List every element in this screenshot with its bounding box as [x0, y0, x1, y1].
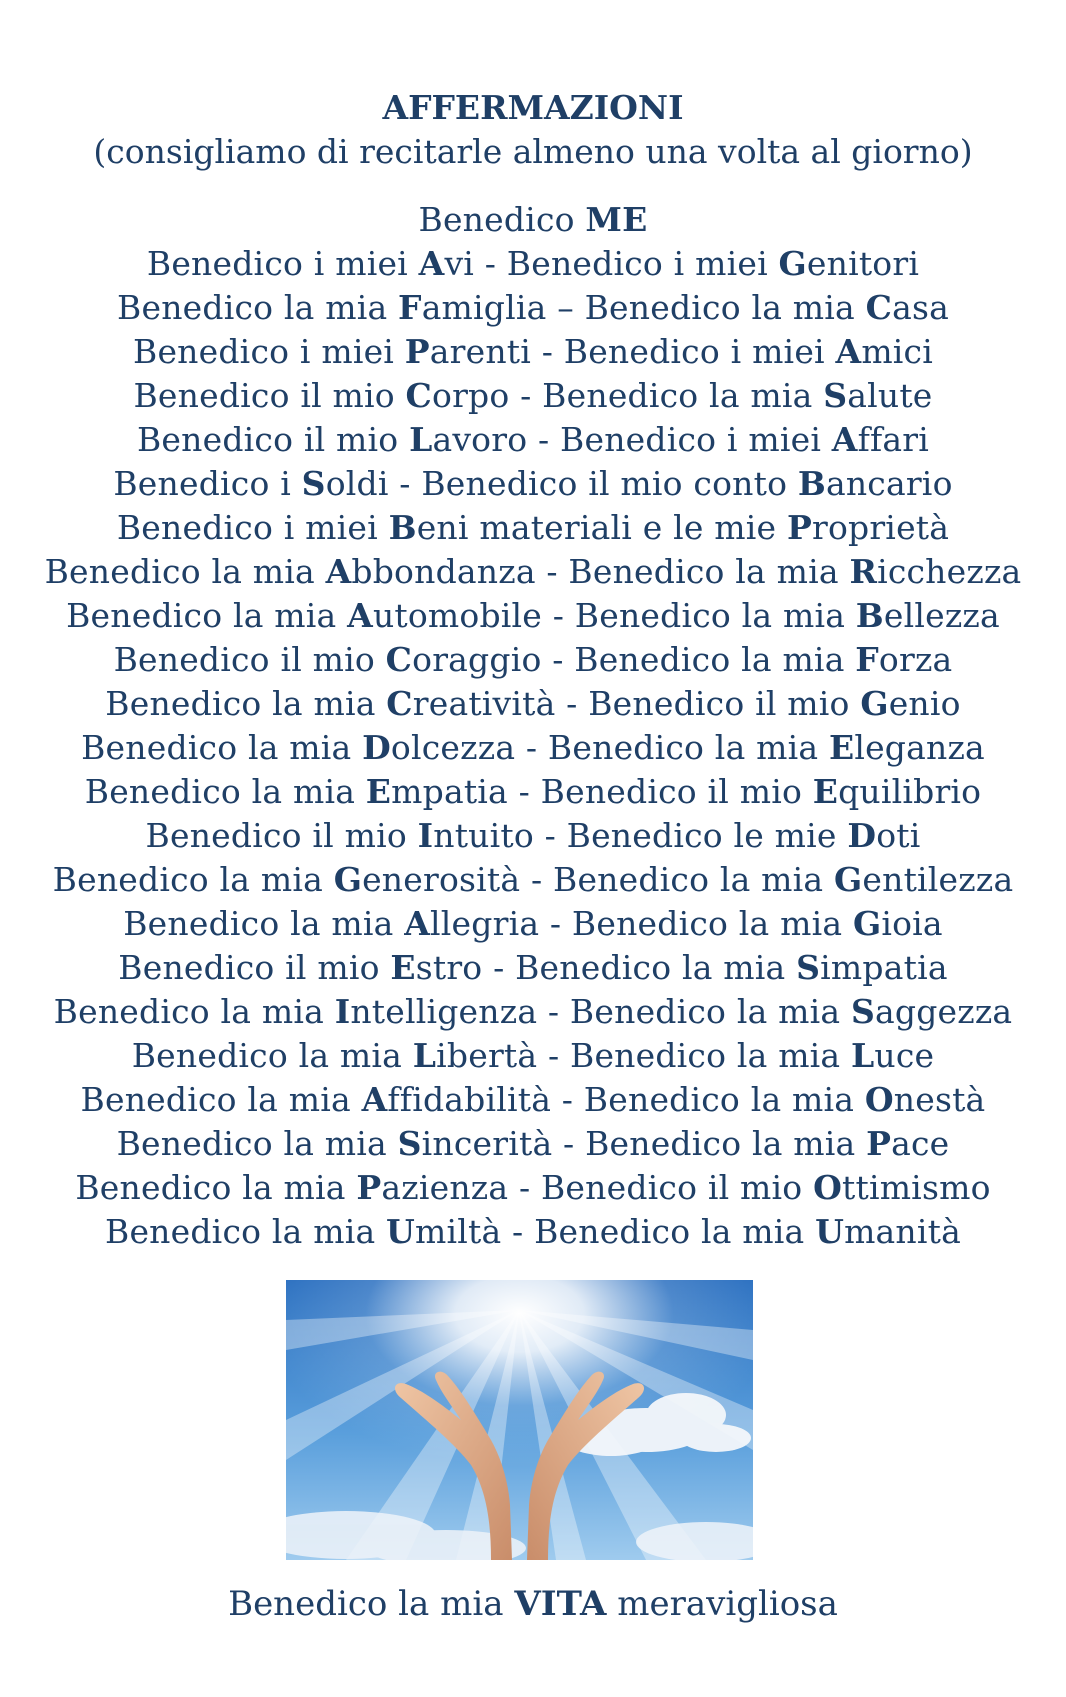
emphasis-text: E: [390, 948, 416, 987]
line-text: Benedico la mia: [66, 596, 348, 635]
line-text: Benedico la mia: [117, 288, 399, 327]
line-text: Benedico il mio: [136, 420, 410, 459]
affirmation-line: [0, 726, 1066, 770]
line-text: utomobile - Benedico la mia: [372, 596, 856, 635]
affirmation-line: [0, 330, 1066, 374]
affirmation-line: [0, 1034, 1066, 1078]
line-text: ntelligenza - Benedico la mia: [350, 992, 851, 1031]
line-text: ioia: [881, 904, 943, 943]
line-text: Benedico la mia: [105, 684, 387, 723]
line-text: entilezza: [862, 860, 1014, 899]
emphasis-text: A: [831, 420, 858, 459]
line-text: Benedico la mia: [105, 1212, 387, 1251]
line-text: azienza - Benedico il mio: [381, 1168, 814, 1207]
line-text: Benedico la mia: [75, 1168, 357, 1207]
emphasis-text: P: [356, 1168, 382, 1207]
emphasis-text: B: [388, 508, 417, 547]
affirmation-line: [0, 946, 1066, 990]
line-text: arenti - Benedico i miei: [429, 332, 836, 371]
emphasis-text: C: [405, 376, 433, 415]
emphasis-text: S: [796, 948, 821, 987]
line-text: ibertà - Benedico la mia: [436, 1036, 851, 1075]
line-text: reatività - Benedico il mio: [412, 684, 861, 723]
line-text: orpo - Benedico la mia: [432, 376, 824, 415]
line-text: amiglia – Benedico la mia: [421, 288, 866, 327]
line-text: leganza: [854, 728, 985, 767]
line-text: uce: [874, 1036, 935, 1075]
line-text: nestà: [893, 1080, 986, 1119]
line-text: Benedico la mia: [80, 1080, 362, 1119]
affirmation-line: [0, 1210, 1066, 1254]
line-text: Benedico il mio: [118, 948, 391, 987]
line-text: Benedico il mio: [113, 640, 386, 679]
affirmation-line: [0, 506, 1066, 550]
line-text: Benedico la mia: [52, 860, 334, 899]
line-text: stro - Benedico la mia: [415, 948, 797, 987]
line-text: enio: [888, 684, 961, 723]
affirmation-line: [0, 682, 1066, 726]
page-subtitle: (consigliamo di recitarle almeno una volta al giorno): [93, 132, 973, 171]
emphasis-text: B: [855, 596, 884, 635]
emphasis-text: G: [333, 860, 363, 899]
affirmation-line: [0, 638, 1066, 682]
emphasis-text: O: [813, 1168, 843, 1207]
line-text: oti: [876, 816, 921, 855]
page-title: AFFERMAZIONI: [382, 88, 684, 127]
emphasis-text: U: [386, 1212, 415, 1251]
emphasis-text: A: [325, 552, 352, 591]
emphasis-text: S: [823, 376, 848, 415]
line-text: ffari: [857, 420, 930, 459]
affirmation-line: [0, 770, 1066, 814]
open-hands-sky-icon: [286, 1280, 753, 1560]
line-text: enerosità - Benedico la mia: [362, 860, 834, 899]
emphasis-text: C: [385, 640, 413, 679]
affirmation-line: [0, 1078, 1066, 1122]
line-text: vi - Benedico i miei: [444, 244, 779, 283]
emphasis-text: A: [347, 596, 373, 635]
emphasis-text: C: [865, 288, 893, 327]
emphasis-text: O: [864, 1080, 894, 1119]
emphasis-text: L: [412, 1036, 437, 1075]
emphasis-text: ME: [585, 200, 648, 239]
line-text: Benedico il mio: [145, 816, 418, 855]
line-text: Benedico la mia: [84, 772, 366, 811]
line-text: ace: [891, 1124, 950, 1163]
emphasis-text: S: [397, 1124, 422, 1163]
emphasis-text: C: [386, 684, 413, 723]
emphasis-text: G: [852, 904, 882, 943]
affirmation-line: [0, 814, 1066, 858]
line-text: Benedico la mia: [116, 1124, 398, 1163]
emphasis-text: I: [334, 992, 351, 1031]
line-text: Benedico la mia: [44, 552, 326, 591]
line-text: mpatia - Benedico il mio: [391, 772, 813, 811]
line-text: roprietà: [811, 508, 950, 547]
line-text: icchezza: [877, 552, 1022, 591]
line-text: Benedico il mio: [133, 376, 406, 415]
line-text: Benedico la mia: [228, 1584, 515, 1624]
emphasis-text: P: [404, 332, 430, 371]
emphasis-text: A: [418, 244, 445, 283]
emphasis-text: F: [398, 288, 422, 327]
line-text: Benedico i: [113, 464, 302, 503]
line-text: miltà - Benedico la mia: [415, 1212, 816, 1251]
emphasis-text: R: [849, 552, 878, 591]
line-text: mici: [861, 332, 933, 371]
line-text: Benedico la mia: [131, 1036, 413, 1075]
closing-affirmation: [0, 1582, 1066, 1626]
line-text: ancario: [825, 464, 953, 503]
line-text: oraggio - Benedico la mia: [412, 640, 856, 679]
emphasis-text: P: [866, 1124, 892, 1163]
line-text: Benedico la mia: [53, 992, 335, 1031]
line-text: asa: [892, 288, 949, 327]
emphasis-text: A: [835, 332, 862, 371]
emphasis-text: E: [365, 772, 392, 811]
emphasis-text: VITA: [514, 1584, 607, 1624]
open-hands-sky-image: [286, 1280, 753, 1560]
affirmation-line: [0, 418, 1066, 462]
emphasis-text: G: [834, 860, 863, 899]
emphasis-text: E: [828, 728, 855, 767]
affirmation-line: [0, 1166, 1066, 1210]
emphasis-text: A: [361, 1080, 388, 1119]
emphasis-text: S: [850, 992, 875, 1031]
line-text: Benedico i miei: [146, 244, 419, 283]
line-text: orza: [878, 640, 953, 679]
affirmation-line: [0, 286, 1066, 330]
affirmation-line: [0, 858, 1066, 902]
emphasis-text: L: [851, 1036, 875, 1075]
affirmation-line: [0, 462, 1066, 506]
emphasis-text: S: [301, 464, 326, 503]
emphasis-text: G: [860, 684, 889, 723]
emphasis-text: I: [417, 816, 434, 855]
affirmation-line: [0, 374, 1066, 418]
affirmation-list: [0, 198, 1066, 1254]
emphasis-text: B: [797, 464, 826, 503]
line-text: avoro - Benedico i miei: [432, 420, 832, 459]
emphasis-text: U: [815, 1212, 845, 1251]
line-text: olcezza - Benedico la mia: [390, 728, 829, 767]
line-text: ttimismo: [842, 1168, 991, 1207]
emphasis-text: F: [855, 640, 879, 679]
line-text: Benedico la mia: [123, 904, 405, 943]
emphasis-text: E: [812, 772, 839, 811]
emphasis-text: G: [778, 244, 807, 283]
line-text: quilibrio: [838, 772, 982, 811]
affirmation-line: [0, 594, 1066, 638]
line-text: eni materiali e le mie: [416, 508, 787, 547]
emphasis-text: A: [404, 904, 431, 943]
line-text: ellezza: [883, 596, 1000, 635]
affirmation-line: [0, 1122, 1066, 1166]
line-text: Benedico i miei: [133, 332, 405, 371]
line-text: alute: [847, 376, 933, 415]
line-text: enitori: [806, 244, 920, 283]
line-text: incerità - Benedico la mia: [421, 1124, 867, 1163]
affirmation-line: [0, 550, 1066, 594]
emphasis-text: P: [786, 508, 812, 547]
emphasis-text: D: [362, 728, 391, 767]
line-text: meravigliosa: [606, 1584, 838, 1624]
line-text: aggezza: [875, 992, 1013, 1031]
line-text: Benedico la mia: [81, 728, 363, 767]
line-text: ffidabilità - Benedico la mia: [387, 1080, 865, 1119]
affirmation-line: [0, 242, 1066, 286]
affirmation-line: [0, 902, 1066, 946]
line-text: manità: [844, 1212, 961, 1251]
line-text: llegria - Benedico la mia: [430, 904, 853, 943]
line-text: impatia: [820, 948, 948, 987]
line-text: Benedico: [418, 200, 586, 239]
line-text: bbondanza - Benedico la mia: [351, 552, 850, 591]
emphasis-text: L: [409, 420, 433, 459]
affirmation-line: [0, 198, 1066, 242]
affirmation-line: [0, 990, 1066, 1034]
line-text: Benedico i miei: [116, 508, 389, 547]
line-text: oldi - Benedico il mio conto: [325, 464, 798, 503]
emphasis-text: D: [847, 816, 877, 855]
line-text: ntuito - Benedico le mie: [433, 816, 848, 855]
